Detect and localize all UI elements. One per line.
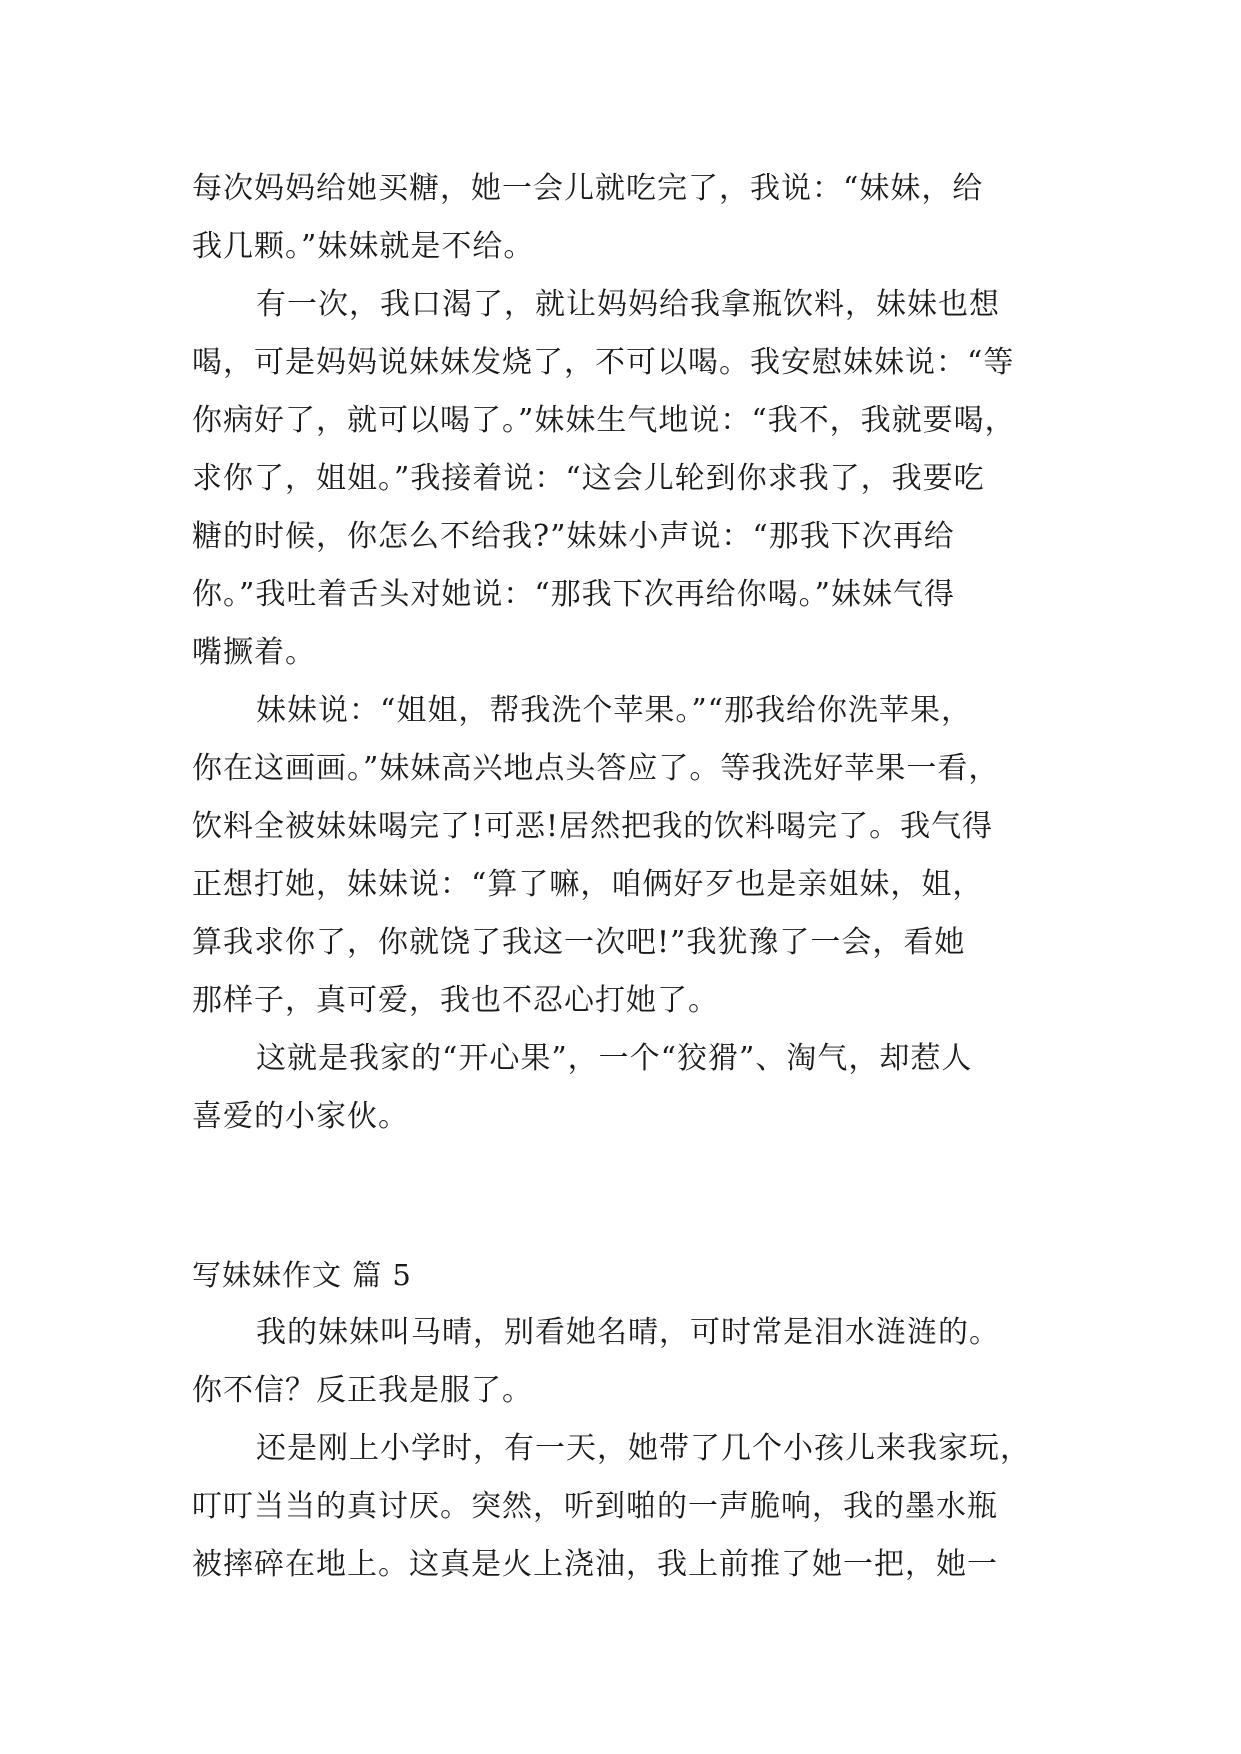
paragraph-start: 有一次，我口渴了，就让妈妈给我拿瓶饮料，妹妹也想 — [256, 287, 1000, 322]
essay-section-5 — [192, 1246, 1052, 1594]
essay-section-continued — [192, 160, 1052, 1146]
text-line: 算我求你了，你就饶了我这一次吧!”我犹豫了一会，看她 — [192, 925, 966, 960]
text-line: 正想打她，妹妹说：“算了嘛，咱俩好歹也是亲姐妹，姐， — [192, 867, 984, 902]
paragraph-start: 还是刚上小学时，有一天，她带了几个小孩儿来我家玩， — [256, 1431, 1031, 1466]
document-page — [192, 160, 1052, 1594]
text-line: 喜爱的小家伙。 — [192, 1099, 409, 1134]
text-line: 你。”我吐着舌头对她说：“那我下次再给你喝。”妹妹气得 — [192, 577, 956, 612]
paragraph-start: 这就是我家的“开心果”，一个“狡猾”、淘气，却惹人 — [256, 1041, 973, 1076]
text-line: 求你了，姐姐。”我接着说：“这会儿轮到你求我了，我要吃 — [192, 461, 985, 496]
text-line: 嘴撅着。 — [192, 635, 316, 670]
text-line: 你病好了，就可以喝了。”妹妹生气地说：“我不，我就要喝， — [192, 403, 1016, 438]
text-line: 糖的时候，你怎么不给我?”妹妹小声说：“那我下次再给 — [192, 519, 955, 554]
section-spacer — [192, 1146, 1052, 1246]
text-line: 饮料全被妹妹喝完了!可恶!居然把我的饮料喝完了。我气得 — [192, 809, 994, 844]
text-line: 你不信？反正我是服了。 — [192, 1373, 533, 1408]
text-line: 我几颗。”妹妹就是不给。 — [192, 229, 535, 264]
text-line: 被摔碎在地上。这真是火上浇油，我上前推了她一把，她一 — [192, 1547, 998, 1582]
text-line: 每次妈妈给她买糖，她一会儿就吃完了，我说：“妹妹，给 — [192, 171, 984, 206]
text-line: 那样子，真可爱，我也不忍心打她了。 — [192, 983, 719, 1018]
paragraph-start: 我的妹妹叫马晴，别看她名晴，可时常是泪水涟涟的。 — [256, 1315, 1000, 1350]
text-line: 叮叮当当的真讨厌。突然，听到啪的一声脆响，我的墨水瓶 — [192, 1489, 998, 1524]
paragraph-start: 妹妹说：“姐姐，帮我洗个苹果。”“那我给你洗苹果， — [256, 693, 973, 728]
essay-heading: 写妹妹作文 篇 5 — [192, 1258, 412, 1292]
text-line: 你在这画画。”妹妹高兴地点头答应了。等我洗好苹果一看， — [192, 751, 1000, 786]
text-line: 喝，可是妈妈说妹妹发烧了，不可以喝。我安慰妹妹说：“等 — [192, 345, 1015, 380]
